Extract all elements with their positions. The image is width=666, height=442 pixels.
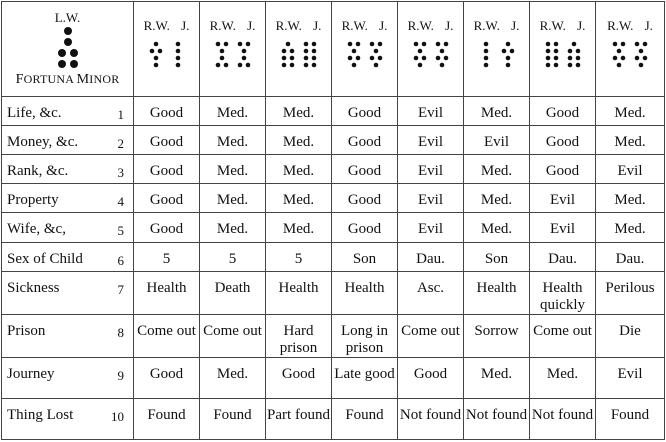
figure-dot bbox=[635, 56, 640, 61]
table-cell: Found bbox=[134, 398, 200, 439]
table-cell: Not found bbox=[530, 398, 596, 439]
column-header-label: R.W. J. bbox=[539, 18, 586, 33]
figure-dot bbox=[439, 63, 444, 68]
table-cell: 5 bbox=[266, 242, 332, 271]
row-label-text: Prison bbox=[7, 322, 46, 339]
table-row bbox=[2, 97, 665, 126]
figure-dot bbox=[347, 42, 352, 47]
table-cell: Come out bbox=[530, 314, 596, 357]
table-cell: Health bbox=[266, 271, 332, 314]
table-cell: Good bbox=[134, 184, 200, 213]
figure-dot bbox=[621, 56, 626, 61]
figure-dot bbox=[417, 49, 422, 54]
table-cell: Good bbox=[134, 213, 200, 242]
row-label bbox=[2, 155, 134, 184]
row-label bbox=[2, 213, 134, 242]
figure-dot bbox=[545, 63, 550, 68]
geomancy-table bbox=[1, 1, 665, 440]
column-header bbox=[134, 2, 200, 97]
table-cell: Med. bbox=[200, 97, 266, 126]
figure-dot bbox=[435, 56, 440, 61]
figure-dot bbox=[567, 49, 572, 54]
figure-dot bbox=[505, 63, 510, 68]
table-cell: Good bbox=[332, 213, 398, 242]
table-cell: Med. bbox=[464, 213, 530, 242]
row-label-text: Property bbox=[7, 192, 59, 209]
table-cell: Med. bbox=[200, 213, 266, 242]
figure-dot bbox=[443, 42, 448, 47]
figure-pair bbox=[475, 40, 519, 70]
table-cell: Med. bbox=[596, 97, 665, 126]
table-cell: Med. bbox=[464, 357, 530, 398]
figure-dot bbox=[505, 42, 510, 47]
figure-dot bbox=[571, 42, 576, 47]
figure-dot bbox=[355, 42, 360, 47]
row-number: 1 bbox=[117, 107, 124, 123]
figure-dot bbox=[377, 42, 382, 47]
table-cell: Med. bbox=[200, 126, 266, 155]
figure-dot bbox=[613, 56, 618, 61]
figure-dot bbox=[567, 63, 572, 68]
figure-dot bbox=[639, 49, 644, 54]
column-header bbox=[332, 2, 398, 97]
table-cell: Son bbox=[464, 242, 530, 271]
table-cell: Med. bbox=[596, 126, 665, 155]
figure-dot bbox=[553, 56, 558, 61]
figure-dot bbox=[289, 63, 294, 68]
table-cell: Med. bbox=[200, 155, 266, 184]
figure-dot bbox=[369, 56, 374, 61]
figure-dot bbox=[175, 56, 180, 61]
figure-dot bbox=[553, 63, 558, 68]
figure-pair bbox=[409, 40, 453, 70]
figure-dot bbox=[545, 42, 550, 47]
column-header bbox=[464, 2, 530, 97]
table-cell: Long in prison bbox=[332, 314, 398, 357]
row-label-text: Rank, &c. bbox=[7, 163, 69, 180]
table-cell: Evil bbox=[398, 213, 464, 242]
row-number: 8 bbox=[117, 324, 124, 340]
table-cell: Dau. bbox=[530, 242, 596, 271]
table-cell: Good bbox=[332, 184, 398, 213]
table-cell: Found bbox=[596, 398, 665, 439]
table-cell: Come out bbox=[398, 314, 464, 357]
figure-dot bbox=[245, 63, 250, 68]
table-cell: Med. bbox=[464, 184, 530, 213]
figure-dot bbox=[347, 56, 352, 61]
table-cell: Evil bbox=[530, 213, 596, 242]
figure-pair bbox=[541, 40, 585, 70]
figure-dot bbox=[241, 49, 246, 54]
figure-dot bbox=[643, 42, 648, 47]
table-cell: Asc. bbox=[398, 271, 464, 314]
table-cell: Health quickly bbox=[530, 271, 596, 314]
figure-dot bbox=[421, 42, 426, 47]
table-cell: Son bbox=[332, 242, 398, 271]
figure-dot bbox=[223, 63, 228, 68]
table-cell: Evil bbox=[530, 184, 596, 213]
figure-dot bbox=[377, 56, 382, 61]
figure-dot bbox=[303, 42, 308, 47]
row-number: 4 bbox=[117, 194, 124, 210]
row-number: 6 bbox=[117, 252, 124, 268]
row-label bbox=[2, 242, 134, 271]
table-cell: Come out bbox=[134, 314, 200, 357]
table-cell: Good bbox=[332, 97, 398, 126]
figure-dot bbox=[483, 49, 488, 54]
row-label-text: Life, &c. bbox=[7, 105, 62, 122]
table-row bbox=[2, 242, 665, 271]
row-label-text: Thing Lost bbox=[7, 406, 74, 423]
figure-dot bbox=[289, 49, 294, 54]
figure-dot bbox=[483, 56, 488, 61]
figure-dot bbox=[575, 63, 580, 68]
figure-dot bbox=[241, 56, 246, 61]
table-cell: Health bbox=[134, 271, 200, 314]
figure-dot bbox=[285, 42, 290, 47]
figure-dot bbox=[311, 56, 316, 61]
figure-dot bbox=[545, 49, 550, 54]
row-number: 3 bbox=[117, 165, 124, 181]
figure-dot bbox=[621, 42, 626, 47]
figure-dot bbox=[439, 49, 444, 54]
table-cell: Evil bbox=[398, 97, 464, 126]
table-cell: Health bbox=[332, 271, 398, 314]
figure-dot bbox=[553, 42, 558, 47]
figure-dot bbox=[281, 56, 286, 61]
table-cell: Good bbox=[134, 155, 200, 184]
figure-dot bbox=[311, 42, 316, 47]
table-cell: Found bbox=[200, 398, 266, 439]
figure-dot bbox=[153, 42, 158, 47]
figure-dot bbox=[215, 42, 220, 47]
row-label bbox=[2, 184, 134, 213]
column-header-label: R.W. J. bbox=[275, 18, 322, 33]
table-cell: Good bbox=[530, 155, 596, 184]
table-cell: Not found bbox=[464, 398, 530, 439]
figure-dot bbox=[617, 49, 622, 54]
table-row bbox=[2, 398, 665, 439]
table-cell: Late good bbox=[332, 357, 398, 398]
figure-dot bbox=[501, 49, 506, 54]
table-cell: Med. bbox=[266, 184, 332, 213]
table-row bbox=[2, 271, 665, 314]
table-cell: Evil bbox=[596, 155, 665, 184]
row-number: 5 bbox=[117, 223, 124, 239]
row-number: 9 bbox=[117, 367, 124, 383]
table-cell: Good bbox=[530, 97, 596, 126]
figure-dot bbox=[373, 49, 378, 54]
row-number: 2 bbox=[117, 136, 124, 152]
column-header bbox=[200, 2, 266, 97]
row-label-text: Sex of Child bbox=[7, 250, 83, 267]
figure-dot bbox=[153, 63, 158, 68]
figure-dot bbox=[553, 49, 558, 54]
figure-pair bbox=[277, 40, 321, 70]
header-row bbox=[2, 2, 665, 97]
figure-dot bbox=[435, 42, 440, 47]
row-label-text: Sickness bbox=[7, 279, 60, 296]
table-row bbox=[2, 184, 665, 213]
figure-dot bbox=[617, 63, 622, 68]
figure-pair bbox=[608, 40, 652, 70]
table-cell: Good bbox=[134, 357, 200, 398]
column-header-label: R.W. J. bbox=[473, 18, 520, 33]
figure-dot bbox=[483, 63, 488, 68]
table-cell: Med. bbox=[200, 184, 266, 213]
row-label bbox=[2, 271, 134, 314]
column-header-label: R.W. J. bbox=[341, 18, 388, 33]
figure-dot bbox=[215, 63, 220, 68]
figure-dot bbox=[443, 56, 448, 61]
table-cell: Evil bbox=[398, 184, 464, 213]
figure-dot bbox=[369, 42, 374, 47]
figure-dot bbox=[281, 63, 286, 68]
figure-dot bbox=[351, 63, 356, 68]
table-cell: 5 bbox=[134, 242, 200, 271]
table-row bbox=[2, 155, 665, 184]
figure-pair bbox=[343, 40, 387, 70]
table-cell: Evil bbox=[398, 126, 464, 155]
figure-dot bbox=[575, 49, 580, 54]
table-cell: Evil bbox=[464, 126, 530, 155]
figure-dot bbox=[245, 42, 250, 47]
row-label-text: Journey bbox=[7, 365, 55, 382]
table-cell: Med. bbox=[464, 155, 530, 184]
figure-dot bbox=[281, 49, 286, 54]
corner-cell bbox=[2, 2, 134, 97]
figure-dot bbox=[219, 49, 224, 54]
figure-pair bbox=[145, 40, 189, 70]
figure-dot bbox=[311, 49, 316, 54]
table-row bbox=[2, 126, 665, 155]
table-cell: Med. bbox=[596, 213, 665, 242]
figure-dot bbox=[413, 42, 418, 47]
figure-dot bbox=[149, 49, 154, 54]
table-cell: Health bbox=[464, 271, 530, 314]
column-header-label: R.W. J. bbox=[407, 18, 454, 33]
column-header-label: R.W. J. bbox=[607, 18, 653, 33]
table-cell: Death bbox=[200, 271, 266, 314]
figure-name: FORTUNA MINOR bbox=[15, 72, 120, 87]
table-cell: Med. bbox=[266, 155, 332, 184]
column-header bbox=[596, 2, 665, 97]
column-header-label: R.W. J. bbox=[209, 18, 256, 33]
figure-dot bbox=[417, 63, 422, 68]
corner-top-label: L.W. bbox=[54, 10, 81, 25]
figure-dot bbox=[237, 63, 242, 68]
row-label bbox=[2, 357, 134, 398]
figure-dot bbox=[219, 56, 224, 61]
figure-dot bbox=[223, 42, 228, 47]
figure-dot bbox=[373, 63, 378, 68]
figure-pair bbox=[211, 40, 255, 70]
figure-dot bbox=[545, 56, 550, 61]
row-label bbox=[2, 314, 134, 357]
row-label bbox=[2, 126, 134, 155]
table-cell: Med. bbox=[464, 97, 530, 126]
figure-dot bbox=[303, 63, 308, 68]
column-header bbox=[398, 2, 464, 97]
table-cell: Found bbox=[332, 398, 398, 439]
table-cell: Come out bbox=[200, 314, 266, 357]
figure-dot bbox=[355, 56, 360, 61]
table-cell: Dau. bbox=[596, 242, 665, 271]
row-number: 7 bbox=[117, 281, 124, 297]
table-row bbox=[2, 314, 665, 357]
table-cell: Sorrow bbox=[464, 314, 530, 357]
figure-dot bbox=[639, 63, 644, 68]
figure-dot bbox=[289, 56, 294, 61]
figure-dot bbox=[413, 56, 418, 61]
table-cell: Good bbox=[398, 357, 464, 398]
row-number: 10 bbox=[111, 408, 124, 424]
table-cell: Med. bbox=[266, 126, 332, 155]
figure-dot bbox=[643, 56, 648, 61]
table-cell: Med. bbox=[530, 357, 596, 398]
table-cell: Good bbox=[332, 126, 398, 155]
table-cell: Med. bbox=[596, 184, 665, 213]
figure-dot bbox=[311, 63, 316, 68]
row-label bbox=[2, 398, 134, 439]
table-row bbox=[2, 213, 665, 242]
table-cell: Good bbox=[332, 155, 398, 184]
table-cell: Med. bbox=[266, 97, 332, 126]
figure-dot bbox=[575, 56, 580, 61]
table-cell: Dau. bbox=[398, 242, 464, 271]
figure-dot bbox=[509, 49, 514, 54]
row-label-text: Money, &c. bbox=[7, 134, 79, 151]
figure-dot bbox=[567, 56, 572, 61]
table-cell: Perilous bbox=[596, 271, 665, 314]
fortuna-minor-figure bbox=[48, 26, 88, 70]
figure-dot bbox=[303, 49, 308, 54]
figure-dot bbox=[157, 49, 162, 54]
table-cell: Not found bbox=[398, 398, 464, 439]
table-cell: Hard prison bbox=[266, 314, 332, 357]
table-cell: 5 bbox=[200, 242, 266, 271]
figure-dot bbox=[237, 42, 242, 47]
table-row bbox=[2, 357, 665, 398]
table-cell: Good bbox=[266, 357, 332, 398]
table-cell: Med. bbox=[200, 357, 266, 398]
table-cell: Good bbox=[134, 126, 200, 155]
column-header bbox=[530, 2, 596, 97]
figure-dot bbox=[303, 56, 308, 61]
table-cell: Evil bbox=[596, 357, 665, 398]
table-cell: Part found bbox=[266, 398, 332, 439]
table-cell: Evil bbox=[398, 155, 464, 184]
figure-dot bbox=[483, 42, 488, 47]
figure-dot bbox=[421, 56, 426, 61]
table-cell: Die bbox=[596, 314, 665, 357]
table-cell: Med. bbox=[266, 213, 332, 242]
row-label bbox=[2, 97, 134, 126]
figure-dot bbox=[153, 56, 158, 61]
table-cell: Good bbox=[134, 97, 200, 126]
figure-dot bbox=[635, 42, 640, 47]
column-header-label: R.W. J. bbox=[143, 18, 190, 33]
column-header bbox=[266, 2, 332, 97]
figure-dot bbox=[505, 56, 510, 61]
table-cell: Good bbox=[530, 126, 596, 155]
figure-dot bbox=[175, 63, 180, 68]
figure-dot bbox=[175, 42, 180, 47]
figure-dot bbox=[351, 49, 356, 54]
figure-dot bbox=[613, 42, 618, 47]
row-label-text: Wife, &c, bbox=[7, 221, 66, 238]
figure-dot bbox=[175, 49, 180, 54]
